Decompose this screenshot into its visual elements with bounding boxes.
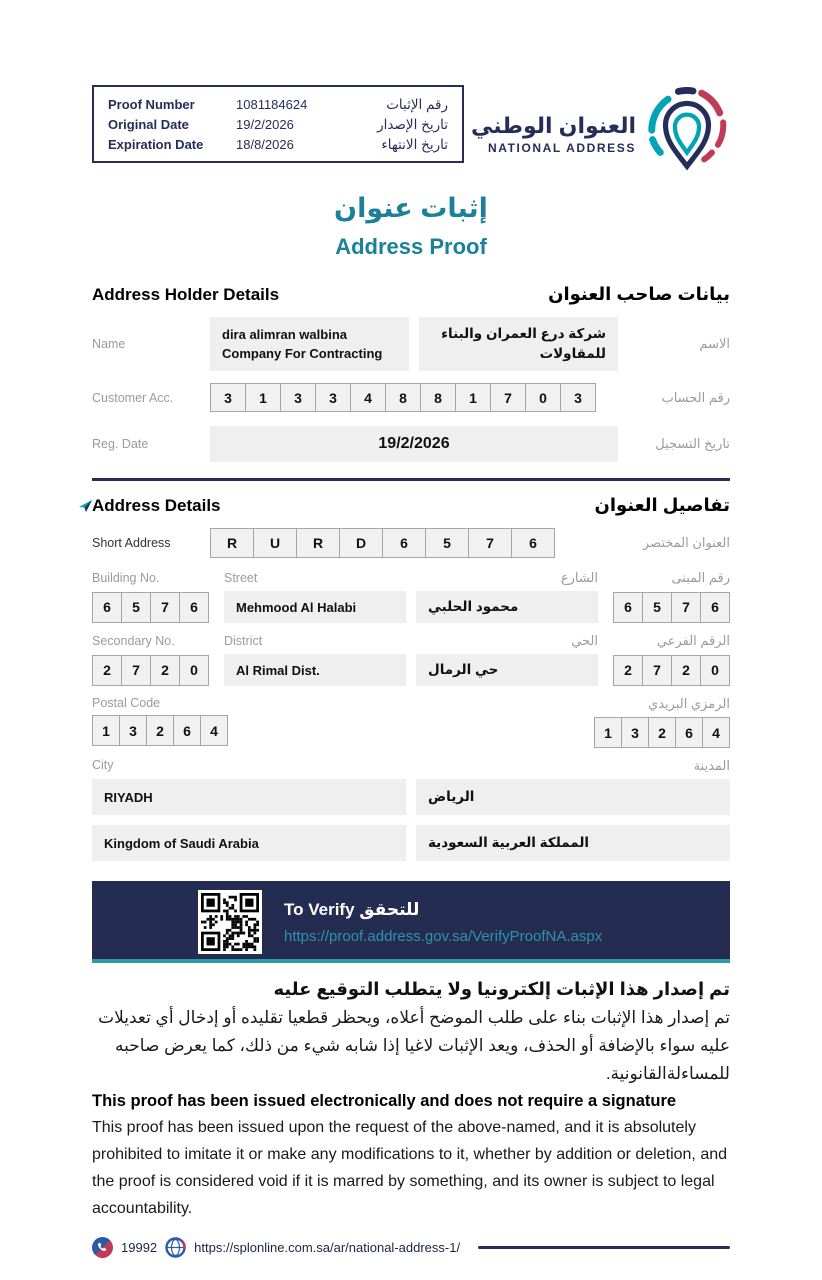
secondary-digits-en [92, 655, 209, 686]
section-divider [92, 478, 730, 481]
city-value-ar: الرياض [416, 779, 730, 815]
name-label-ar: الاسم [699, 336, 730, 351]
digit-cell: U [253, 528, 297, 558]
building-digits-ar [613, 592, 730, 623]
digit-cell: 7 [490, 383, 526, 412]
verify-bar [92, 881, 730, 963]
address-heading-ar: تفاصيل العنوان [594, 495, 730, 515]
verify-bar-accent-strip [92, 959, 730, 963]
footer-phone-number: 19992 [121, 1239, 158, 1255]
district-label-ar: الحي [571, 633, 598, 648]
verify-text [284, 900, 602, 945]
holder-heading-ar: بيانات صاحب العنوان [548, 284, 730, 304]
logo-title-english: NATIONAL ADDRESS [487, 140, 636, 155]
qr-code [198, 890, 262, 954]
street-value-ar: محمود الحلبي [416, 591, 598, 623]
disclaimer-english-heading: This proof has been issued electronically and does not require a signature [92, 1092, 677, 1111]
proof-number-label-ar: رقم الإثبات [386, 97, 448, 112]
expiration-date-label-ar: تاريخ الانتهاء [381, 137, 448, 152]
secondary-label-en: Secondary No. [92, 634, 175, 648]
city-value-en: RIYADH [92, 779, 406, 815]
footer-url-link[interactable]: https://splonline.com.sa/ar/national-address-1/ [194, 1239, 461, 1255]
proof-number-row [108, 97, 448, 113]
digit-cell: 6 [613, 592, 643, 623]
building-label-ar: رقم المبنى [671, 570, 730, 585]
document-title-arabic: إثبات عنوان [334, 193, 488, 223]
customer-acc-label-en: Customer Acc. [92, 390, 174, 405]
digit-cell: 7 [671, 592, 701, 623]
document-title [92, 193, 730, 260]
country-value-ar: المملكة العربية السعودية [416, 825, 730, 861]
disclaimer-arabic [92, 979, 730, 1088]
holder-heading-en: Address Holder Details [92, 285, 280, 304]
digit-cell: 6 [700, 592, 730, 623]
header [92, 85, 730, 169]
digit-cell: 2 [671, 655, 701, 686]
postal-label-ar: الرمزي البريدي [648, 696, 730, 711]
digit-cell: 5 [425, 528, 469, 558]
phone-icon [92, 1237, 113, 1258]
district-label-en: District [224, 634, 263, 648]
street-label-ar: الشارع [560, 570, 598, 585]
street-value-en: Mehmood Al Halabi [224, 591, 406, 623]
proof-meta-box [92, 85, 464, 163]
name-row [92, 317, 730, 371]
original-date-label-ar: تاريخ الإصدار [377, 117, 448, 132]
name-label-en: Name [92, 337, 126, 351]
district-value-ar: حي الرمال [416, 654, 598, 686]
national-address-logo [471, 87, 730, 180]
postal-code-row [92, 696, 730, 748]
digit-cell: 7 [468, 528, 512, 558]
short-address-chars [210, 528, 618, 558]
reg-date-value: 19/2/2026 [210, 426, 618, 462]
expiration-date-label-en: Expiration Date [108, 137, 204, 152]
postal-digits-en [92, 715, 228, 746]
verify-url-link[interactable]: https://proof.address.gov.sa/VerifyProofNA.aspx [284, 927, 603, 945]
short-address-row [92, 528, 730, 558]
digit-cell: 1 [92, 715, 120, 746]
original-date-label-en: Original Date [108, 117, 189, 132]
address-section-heading [92, 495, 730, 516]
digit-cell: 0 [700, 655, 730, 686]
digit-cell: 0 [179, 655, 209, 686]
digit-cell: 3 [119, 715, 147, 746]
digit-cell: 1 [455, 383, 491, 412]
digit-cell: 2 [150, 655, 180, 686]
short-address-label-ar: العنوان المختصر [642, 535, 730, 550]
digit-cell: D [339, 528, 383, 558]
digit-cell: 1 [594, 717, 622, 748]
address-heading-en: Address Details [92, 496, 221, 515]
verify-heading [284, 900, 602, 920]
secondary-district-row [92, 633, 730, 686]
name-value-ar: شركة درع العمران والبناء للمقاولات [419, 317, 618, 371]
country-value-en: Kingdom of Saudi Arabia [92, 825, 406, 861]
secondary-label-ar: الرقم الفرعي [656, 633, 730, 648]
name-values [210, 317, 618, 371]
street-label-en: Street [224, 571, 258, 585]
digit-cell: 3 [621, 717, 649, 748]
digit-cell: 4 [350, 383, 386, 412]
logo-title-arabic: العنوان الوطني [471, 112, 636, 138]
customer-acc-label-ar: رقم الحساب [661, 389, 730, 405]
digit-cell: R [296, 528, 340, 558]
original-date-value: 19/2/2026 [236, 117, 294, 132]
postal-label-en: Postal Code [92, 696, 161, 710]
location-pin-logo-icon [644, 87, 730, 180]
original-date-row [108, 117, 448, 133]
digit-cell: 6 [382, 528, 426, 558]
digit-cell: 0 [525, 383, 561, 412]
verify-heading-en: To Verify [284, 899, 355, 919]
city-labels [92, 758, 730, 774]
disclaimer-english-body: This proof has been issued upon the request of the above-named, and it is absolutely prohibited to imitate it or make any modifications to it, whether by addition or deletion, and the proof is considered void if it is marred by something, and its owner is subject to legal accountability. [92, 1119, 728, 1217]
reg-date-label-ar: تاريخ التسجيل [655, 436, 730, 451]
globe-icon [165, 1237, 186, 1258]
postal-code-right [594, 696, 730, 748]
expiration-date-row [108, 137, 448, 153]
digit-cell: 6 [173, 715, 201, 746]
expiration-date-value: 18/8/2026 [236, 137, 294, 152]
secondary-digits-ar [613, 655, 730, 686]
digit-cell: 4 [702, 717, 730, 748]
digit-cell: 3 [560, 383, 596, 412]
footer-rule-line [478, 1246, 730, 1249]
city-values [92, 779, 730, 815]
digit-cell: 5 [121, 592, 151, 623]
digit-cell: R [210, 528, 254, 558]
city-row [92, 758, 730, 815]
building-digits-en [92, 592, 209, 623]
digit-cell: 8 [385, 383, 421, 412]
digit-cell: 7 [150, 592, 180, 623]
digit-cell: 6 [675, 717, 703, 748]
page-marker-icon [78, 498, 94, 514]
proof-number-value: 1081184624 [236, 97, 308, 112]
digit-cell: 8 [420, 383, 456, 412]
digit-cell: 6 [92, 592, 122, 623]
digit-cell: 6 [511, 528, 555, 558]
disclaimer-arabic-body: تم إصدار هذا الإثبات بناء على طلب الموضح أعلاه، ويحظر قطعيا تقليده أو إدخال أي تعديلات عليه سواء بالإضافة أو الحذف، ويعد الإثبات لاغيا إذا شابه شيء من ذلك، كما يعرض صاحبه للمساءلةالقانونية. [98, 1008, 730, 1084]
customer-acc-digits [210, 383, 618, 412]
city-label-ar: المدينة [693, 758, 730, 773]
digit-cell: 3 [315, 383, 351, 412]
proof-number-label-en: Proof Number [108, 97, 195, 112]
building-street-row [92, 570, 730, 623]
digit-cell: 6 [179, 592, 209, 623]
country-row [92, 825, 730, 861]
reg-date-label-en: Reg. Date [92, 437, 149, 451]
customer-account-row [92, 383, 730, 412]
digit-cell: 3 [210, 383, 246, 412]
digit-cell: 2 [648, 717, 676, 748]
logo-wordmark [471, 113, 636, 155]
digit-cell: 2 [146, 715, 174, 746]
short-address-label-en: Short Address [92, 536, 171, 550]
digit-cell: 1 [245, 383, 281, 412]
digit-cell: 2 [92, 655, 122, 686]
postal-digits-ar [594, 717, 730, 748]
district-value-en: Al Rimal Dist. [224, 654, 406, 686]
footer [92, 1237, 730, 1258]
city-label-en: City [92, 758, 114, 772]
name-value-en: dira alimran walbina Company For Contracting [210, 317, 409, 371]
digit-cell: 7 [121, 655, 151, 686]
digit-cell: 5 [642, 592, 672, 623]
holder-section-heading [92, 284, 730, 305]
document-title-english: Address Proof [335, 234, 487, 259]
disclaimer-arabic-heading: تم إصدار هذا الإثبات إلكترونيا ولا يتطلب التوقيع عليه [273, 979, 730, 999]
digit-cell: 3 [280, 383, 316, 412]
registration-date-row [92, 426, 730, 462]
verify-heading-ar: للتحقق [359, 899, 420, 919]
building-label-en: Building No. [92, 571, 160, 585]
disclaimer-english [92, 1092, 730, 1223]
postal-code-left [92, 696, 228, 748]
digit-cell: 7 [642, 655, 672, 686]
digit-cell: 4 [200, 715, 228, 746]
digit-cell: 2 [613, 655, 643, 686]
